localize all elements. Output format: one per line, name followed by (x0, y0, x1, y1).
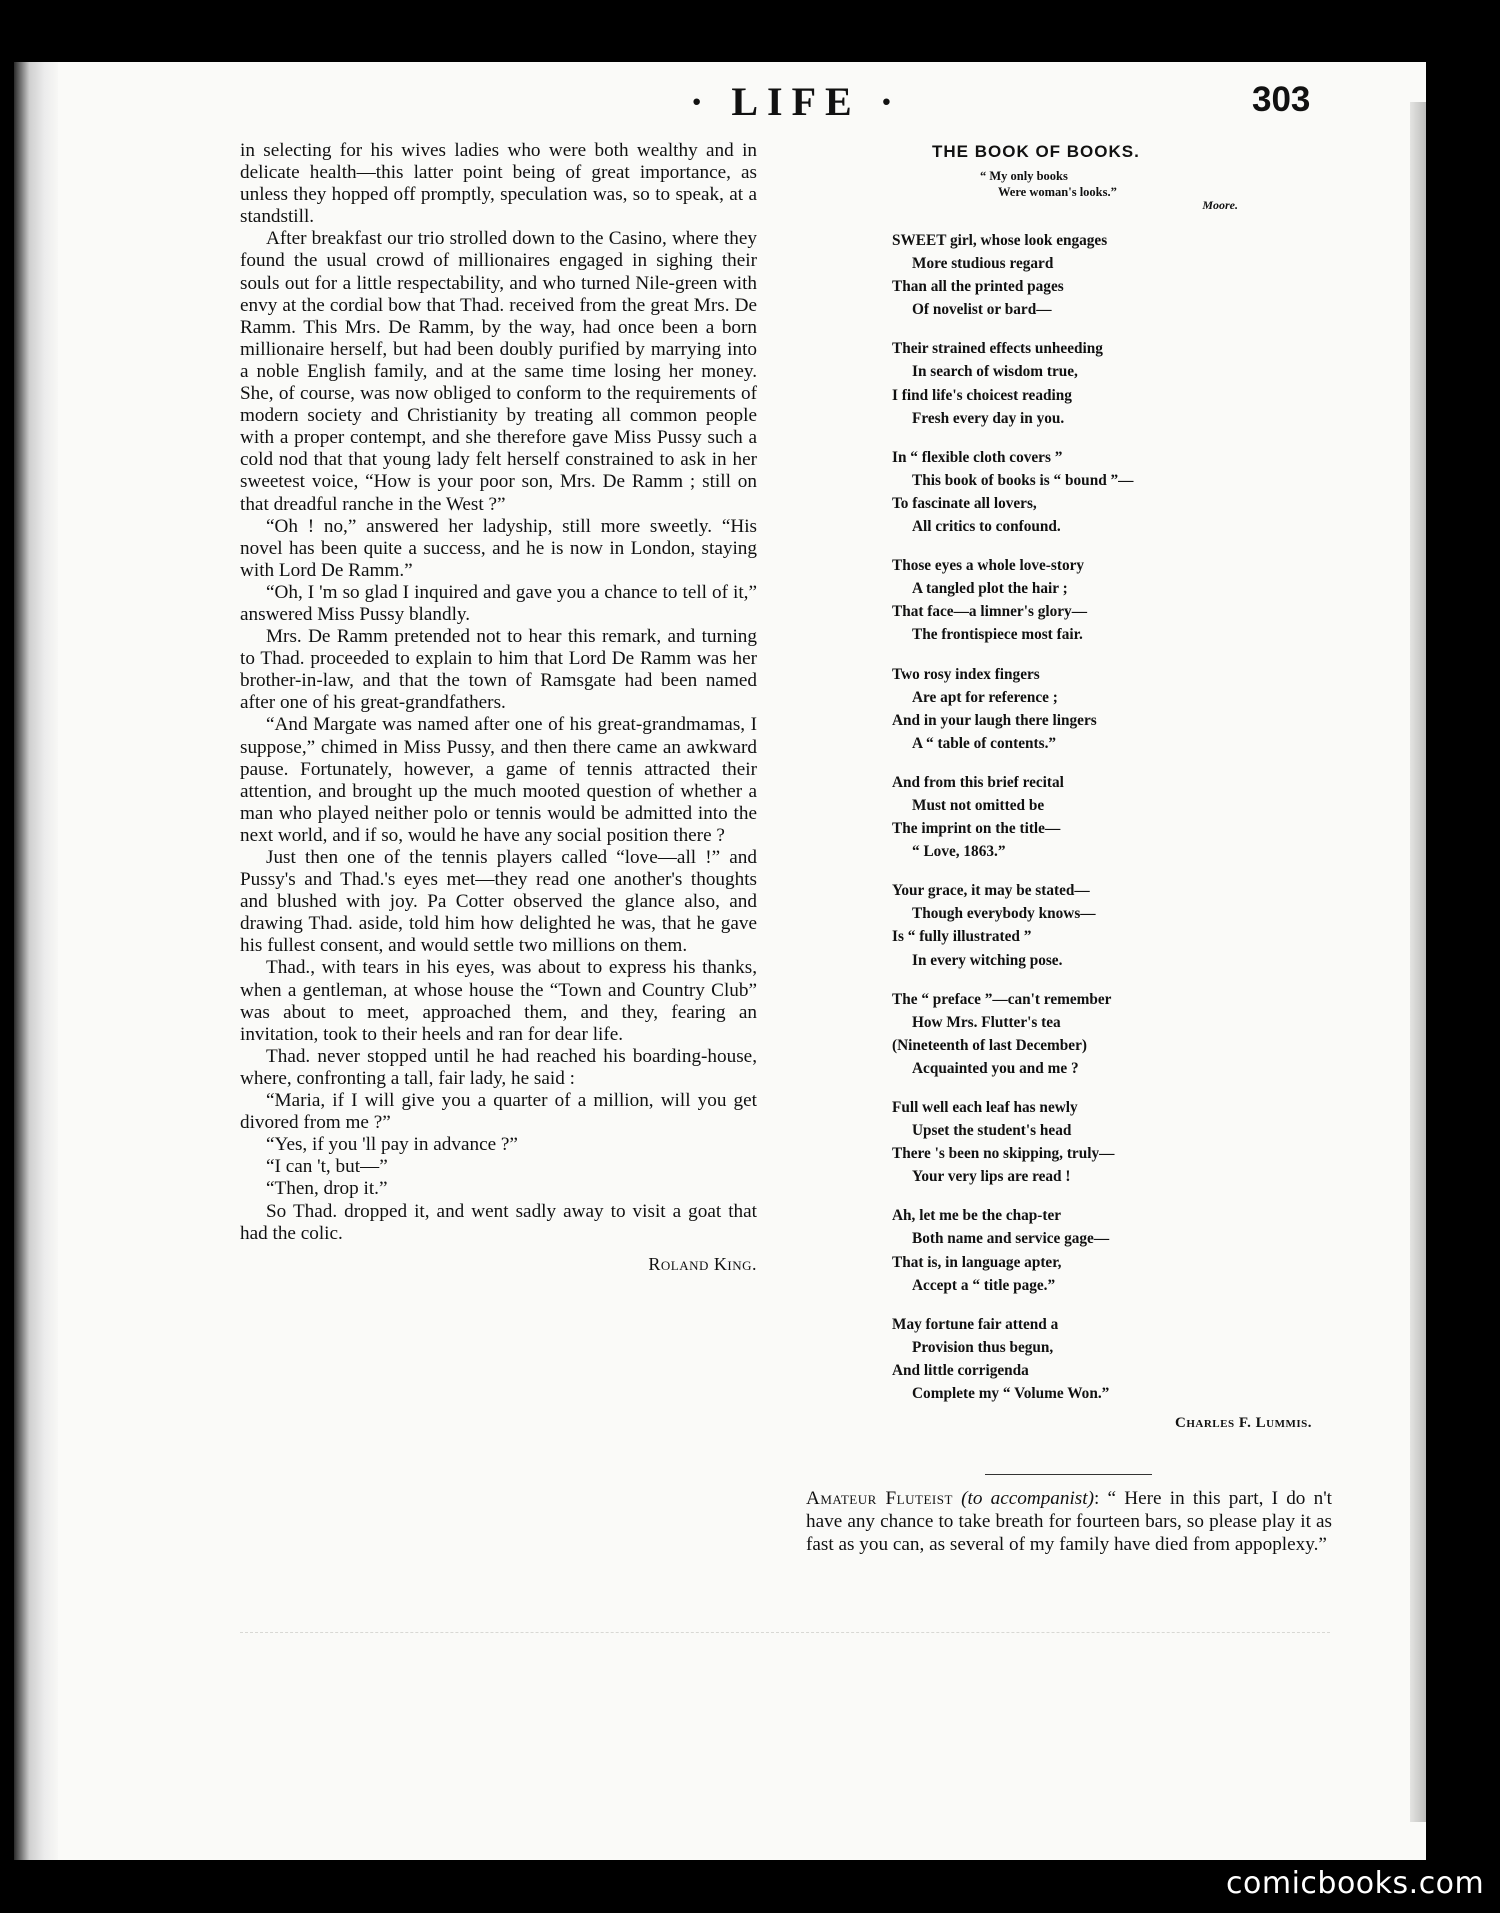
poem-line: That face—a limner's glory— (892, 603, 1088, 621)
poem-line: Upset the student's head (912, 1122, 1072, 1140)
poem-line: In every witching pose. (912, 951, 1063, 969)
poem-line: Two rosy index fingers (892, 665, 1040, 683)
poem-line: There 's been no skipping, truly— (892, 1145, 1115, 1163)
poem-line: The “ preface ”—can't remember (892, 990, 1112, 1008)
poem-line: In search of wisdom true, (912, 363, 1078, 381)
watermark: comicbooks.com (1226, 1866, 1485, 1901)
epigraph-line: Were woman's looks.” (998, 185, 1117, 199)
joke-stage-direction: (to accompanist) (961, 1488, 1094, 1509)
poem-stanza (892, 1096, 1332, 1188)
story-paragraph: Thad., with tears in his eyes, was about to express his thanks, when a gentleman, at whose house the “Town and Country Club” was about to meet, approached them, and they, fearing an invitation, took to their heels and ran for dear life. (240, 957, 757, 1045)
poem-line: Your grace, it may be stated— (892, 882, 1090, 900)
section-divider (985, 1474, 1152, 1475)
joke-text: : “ Here in this part, I do n't have any chance to take breath for fourteen bars, so please play it as fast as you can, as several of my family have died from appoplexy.” (806, 1488, 1332, 1555)
poem-column (892, 142, 1332, 1432)
poem-line: Your very lips are read ! (912, 1168, 1071, 1186)
poem-line: More studious regard (912, 255, 1054, 273)
poem-line: Provision thus begun, (912, 1338, 1054, 1356)
poem-line: “ Love, 1863.” (912, 843, 1006, 861)
poem-line: Full well each leaf has newly (892, 1099, 1078, 1116)
story-column (240, 140, 757, 1275)
poem-stanza (892, 879, 1332, 971)
poem-line: The imprint on the title— (892, 820, 1061, 838)
poem-line: Accept a “ title page.” (912, 1276, 1056, 1294)
poem-line: And from this brief recital (892, 773, 1064, 791)
poem-title: THE BOOK OF BOOKS. (932, 142, 1140, 161)
story-author: Roland King. (648, 1253, 757, 1274)
joke-speaker: Amateur Fluteist (806, 1488, 953, 1509)
story-paragraph: Just then one of the tennis players called “love—all !” and Pussy's and Thad.'s eyes met—they read one another's thoughts and blushed with joy. Pa Cotter observed the glance also, and drawing Thad. aside, told him how delighted he was, that he gave his fullest consent, and would settle two millions on them. (240, 847, 757, 957)
poem-line: Acquainted you and me ? (912, 1059, 1079, 1077)
poem-line: In “ flexible cloth covers ” (892, 448, 1063, 466)
poem-line: That is, in language apter, (892, 1253, 1062, 1271)
poem-line: This book of books is “ bound ”— (912, 471, 1134, 489)
poem-author: Charles F. Lummis. (1175, 1415, 1312, 1432)
poem-epigraph (980, 168, 1332, 200)
poem-stanza (892, 771, 1332, 863)
poem-stanza (892, 1313, 1332, 1405)
story-paragraph: “Oh, I 'm so glad I inquired and gave you a chance to tell of it,” answered Miss Pussy blandly. (240, 581, 757, 625)
poem-line: A tangled plot the hair ; (912, 580, 1068, 598)
poem-stanza (892, 337, 1332, 429)
poem-line: SWEET girl, whose look engages (892, 232, 1108, 249)
story-paragraph: “Oh ! no,” answered her ladyship, still more sweetly. “His novel has been quite a success, and he is now in London, staying with Lord De Ramm.” (240, 515, 757, 581)
poem-line: Must not omitted be (912, 796, 1045, 814)
story-paragraph: “Yes, if you 'll pay in advance ?” (266, 1134, 518, 1156)
page-edge (1410, 102, 1426, 1822)
poem-line: Those eyes a whole love-story (892, 557, 1085, 575)
poem-line: And in your laugh there lingers (892, 711, 1097, 729)
poem-line: Is “ fully illustrated ” (892, 928, 1032, 946)
poem-line: Ah, let me be the chap-ter (892, 1207, 1062, 1225)
story-paragraph: So Thad. dropped it, and went sadly away to visit a goat that had the colic. (240, 1200, 757, 1244)
poem-line: Though everybody knows— (912, 905, 1096, 923)
poem-line: (Nineteenth of last December) (892, 1036, 1087, 1054)
story-paragraph: After breakfast our trio strolled down to the Casino, where they found the usual crowd of millionaires engaged in sighing their souls out for a little respectability, and who turned Nile-green with envy at the cordial bow that Thad. received from the great Mrs. De Ramm. This Mrs. De Ramm, by the way, had once been a born millionaire herself, but had been doubly purified by marrying into a noble English family, and at the same time losing her money. She, of course, was now obliged to conform to the requirements of modern society and Christianity by treating all common people with a proper contempt, and she therefore gave Miss Pussy such a cold nod that that young lady felt herself constrained to ask in her sweetest voice, “How is your poor son, Mrs. De Ramm ; still on that dreadful ranche in the West ?” (240, 228, 757, 515)
poem-line: Than all the printed pages (892, 278, 1064, 296)
poem-line: May fortune fair attend a (892, 1315, 1059, 1333)
page-number: 303 (1252, 80, 1311, 119)
masthead: · LIFE · (690, 79, 903, 124)
poem-line: A “ table of contents.” (912, 734, 1057, 752)
poem-stanza (892, 446, 1332, 538)
story-paragraph: “And Margate was named after one of his great-grandmamas, I suppose,” chimed in Miss Pussy, and then there came an awkward pause. Fortunately, however, a game of tennis attracted their attention, and brought up the much mooted question of whether a man who played neither polo or tennis would be admitted into the next world, and if so, would he have any social position there ? (240, 714, 757, 846)
page-spine-shadow (14, 62, 58, 1860)
poem-line: How Mrs. Flutter's tea (912, 1013, 1061, 1031)
epigraph-attribution: Moore. (1202, 198, 1238, 212)
poem-line: Complete my “ Volume Won.” (912, 1385, 1110, 1403)
joke-paragraph (806, 1488, 1332, 1556)
bleed-through-line (240, 1632, 1330, 1633)
poem-line: Fresh every day in you. (912, 409, 1065, 427)
epigraph-line: “ My only books (980, 169, 1068, 183)
story-paragraph: in selecting for his wives ladies who were both wealthy and in delicate health—this latter point being of great importance, as unless they hopped off promptly, speculation was, so to speak, at a standstill. (240, 140, 757, 228)
poem-stanza (892, 229, 1332, 321)
story-paragraph: Thad. never stopped until he had reached his boarding-house, where, confronting a tall, fair lady, he said : (240, 1045, 757, 1089)
poem-line: I find life's choicest reading (892, 386, 1072, 404)
poem-stanza (892, 988, 1332, 1080)
poem-stanza (892, 663, 1332, 755)
poem-line: All critics to confound. (912, 518, 1061, 536)
poem-line: Their strained effects unheeding (892, 340, 1103, 358)
poem-line: To fascinate all lovers, (892, 494, 1037, 512)
poem-line: Are apt for reference ; (912, 688, 1058, 706)
poem-line: And little corrigenda (892, 1361, 1029, 1379)
poem-line: The frontispiece most fair. (912, 626, 1083, 644)
story-paragraph: “Maria, if I will give you a quarter of a million, will you get divored from me ?” (240, 1090, 757, 1134)
story-paragraph: “I can 't, but—” (266, 1156, 388, 1178)
poem-stanzas (892, 229, 1332, 1405)
poem-line: Of novelist or bard— (912, 301, 1052, 319)
poem-stanza (892, 554, 1332, 646)
story-paragraph: Mrs. De Ramm pretended not to hear this remark, and turning to Thad. proceeded to explain to him that Lord De Ramm was her brother-in-law, and that the town of Ramsgate had been named after one of his great-grandfathers. (240, 626, 757, 714)
story-paragraph: “Then, drop it.” (266, 1178, 388, 1200)
poem-line: Both name and service gage— (912, 1230, 1110, 1248)
poem-stanza (892, 1204, 1332, 1296)
